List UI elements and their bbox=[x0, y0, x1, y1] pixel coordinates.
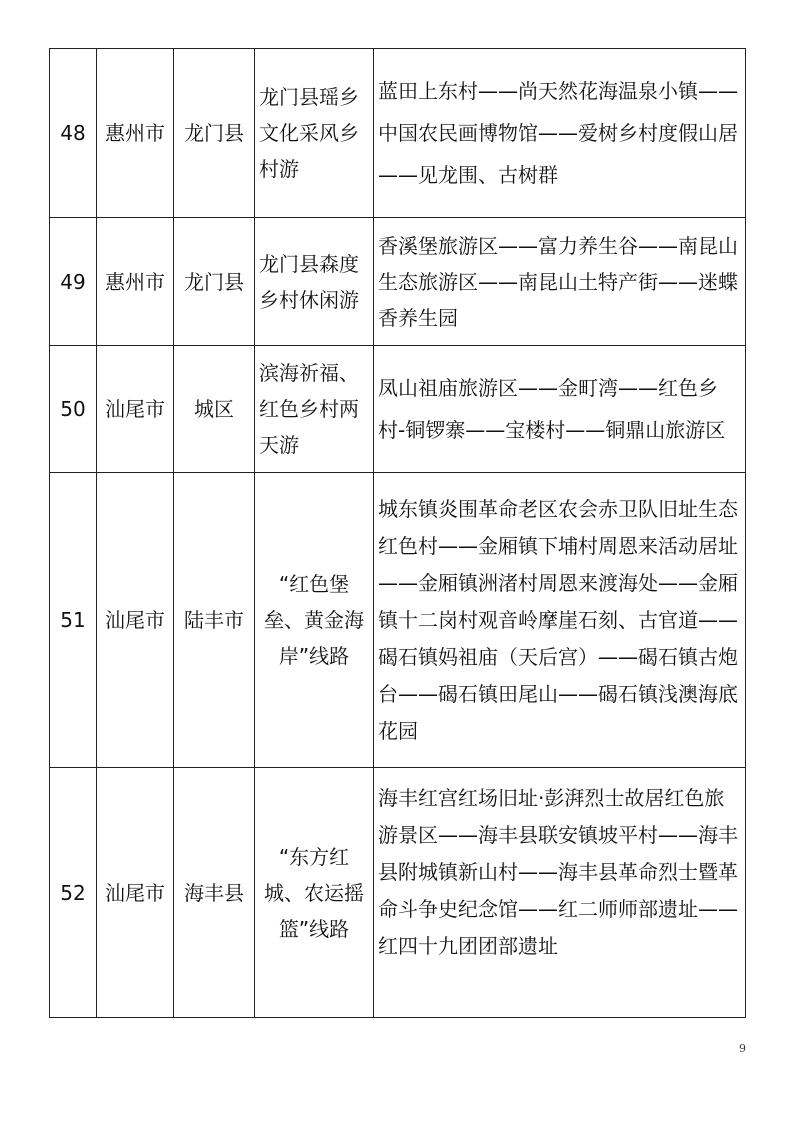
county-cell: 海丰县 bbox=[174, 768, 255, 1018]
row-number: 49 bbox=[50, 218, 97, 346]
route-name-cell: 滨海祈福、红色乡村两天游 bbox=[255, 346, 374, 473]
routes-table bbox=[49, 48, 746, 1018]
route-name-cell: 龙门县瑶乡文化采风乡村游 bbox=[255, 49, 374, 218]
page-number: 9 bbox=[739, 1042, 746, 1055]
route-name-cell: “红色堡垒、黄金海岸”线路 bbox=[255, 473, 374, 768]
table-row bbox=[50, 218, 746, 346]
route-cell: 凤山祖庙旅游区——金町湾——红色乡村-铜锣寨——宝楼村——铜鼎山旅游区 bbox=[374, 346, 746, 473]
county-cell: 陆丰市 bbox=[174, 473, 255, 768]
table-row bbox=[50, 346, 746, 473]
route-cell: 香溪堡旅游区——富力养生谷——南昆山生态旅游区——南昆山土特产街——迷蝶香养生园 bbox=[374, 218, 746, 346]
city-cell: 惠州市 bbox=[97, 218, 174, 346]
city-cell: 汕尾市 bbox=[97, 346, 174, 473]
city-cell: 汕尾市 bbox=[97, 473, 174, 768]
county-cell: 城区 bbox=[174, 346, 255, 473]
city-cell: 汕尾市 bbox=[97, 768, 174, 1018]
row-number: 48 bbox=[50, 49, 97, 218]
table-row bbox=[50, 768, 746, 1018]
city-cell: 惠州市 bbox=[97, 49, 174, 218]
route-name-cell: “东方红城、农运摇篮”线路 bbox=[255, 768, 374, 1018]
route-cell: 城东镇炎围革命老区农会赤卫队旧址生态红色村——金厢镇下埔村周恩来活动居址——金厢镇洲渚村周恩来渡海处——金厢镇十二岗村观音岭摩崖石刻、古官道——碣石镇妈祖庙（天后宫）——碣石镇古炮台——碣石镇田尾山——碣石镇浅澳海底花园 bbox=[374, 473, 746, 768]
route-name-cell: 龙门县森度乡村休闲游 bbox=[255, 218, 374, 346]
table-row bbox=[50, 49, 746, 218]
row-number: 51 bbox=[50, 473, 97, 768]
row-number: 52 bbox=[50, 768, 97, 1018]
row-number: 50 bbox=[50, 346, 97, 473]
county-cell: 龙门县 bbox=[174, 49, 255, 218]
county-cell: 龙门县 bbox=[174, 218, 255, 346]
table-row bbox=[50, 473, 746, 768]
route-cell: 蓝田上东村——尚天然花海温泉小镇——中国农民画博物馆——爱树乡村度假山居——见龙围、古树群 bbox=[374, 49, 746, 218]
route-cell: 海丰红宫红场旧址·彭湃烈士故居红色旅游景区——海丰县联安镇坡平村——海丰县附城镇新山村——海丰县革命烈士暨革命斗争史纪念馆——红二师师部遗址——红四十九团团部遗址 bbox=[374, 768, 746, 1018]
